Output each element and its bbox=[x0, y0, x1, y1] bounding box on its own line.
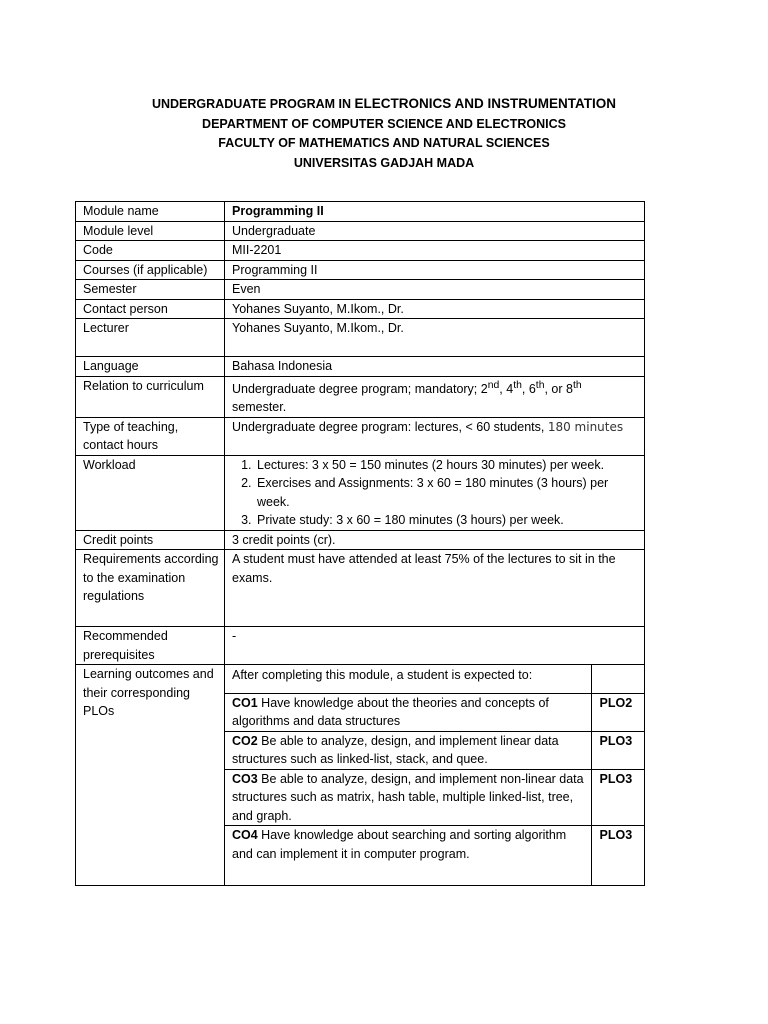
value-prerequisites: - bbox=[225, 627, 645, 665]
row-relation bbox=[76, 376, 645, 417]
value-workload bbox=[225, 455, 645, 530]
label-courses: Courses (if applicable) bbox=[76, 260, 225, 280]
list-item: 3. Private study: 3 x 60 = 180 minutes (3 hours) per week. bbox=[255, 511, 639, 530]
workload-list bbox=[232, 456, 639, 530]
label-module-name: Module name bbox=[76, 202, 225, 222]
outcome-text: CO1 Have knowledge about the theories and concepts of algorithms and data structures bbox=[225, 693, 591, 731]
outcomes-table bbox=[225, 665, 644, 885]
outcome-plo: PLO3 bbox=[591, 769, 644, 826]
row-code bbox=[76, 241, 645, 261]
row-credit-points bbox=[76, 530, 645, 550]
faculty-title: FACULTY OF MATHEMATICS AND NATURAL SCIENCES bbox=[218, 136, 550, 150]
row-language bbox=[76, 357, 645, 377]
outcome-code: CO2 bbox=[232, 733, 258, 748]
program-title-emphasis: ELECTRONICS AND INSTRUMENTATION bbox=[354, 96, 617, 111]
row-learning-outcomes bbox=[76, 665, 645, 886]
value-credit-points: 3 credit points (cr). bbox=[225, 530, 645, 550]
outcome-code: CO3 bbox=[232, 771, 258, 786]
value-module-name: Programming II bbox=[225, 202, 645, 222]
value-module-level: Undergraduate bbox=[225, 221, 645, 241]
value-semester: Even bbox=[225, 280, 645, 300]
row-module-level bbox=[76, 221, 645, 241]
department-title: DEPARTMENT OF COMPUTER SCIENCE AND ELECTRONICS bbox=[202, 116, 566, 131]
row-contact-person bbox=[76, 299, 645, 319]
table-row bbox=[225, 693, 644, 731]
list-item: 1. Lectures: 3 x 50 = 150 minutes (2 hours 30 minutes) per week. bbox=[255, 456, 639, 475]
value-courses: Programming II bbox=[225, 260, 645, 280]
label-relation: Relation to curriculum bbox=[76, 376, 225, 417]
label-code: Code bbox=[76, 241, 225, 261]
outcome-plo: PLO2 bbox=[591, 693, 644, 731]
label-module-level: Module level bbox=[76, 221, 225, 241]
label-contact-person: Contact person bbox=[76, 299, 225, 319]
row-workload bbox=[76, 455, 645, 530]
value-lecturer: Yohanes Suyanto, M.Ikom., Dr. bbox=[225, 319, 645, 357]
document-header bbox=[0, 94, 768, 173]
outcomes-intro-plo bbox=[591, 665, 644, 693]
outcomes-intro-row bbox=[225, 665, 644, 693]
outcome-plo: PLO3 bbox=[591, 731, 644, 769]
outcome-text: CO3 Be able to analyze, design, and implement non-linear data structures such as matrix, hash table, multiple linked-list, tree, and graph. bbox=[225, 769, 591, 826]
table-row bbox=[225, 826, 644, 885]
label-requirements: Requirements according to the examination regulations bbox=[76, 550, 225, 627]
outcome-plo: PLO3 bbox=[591, 826, 644, 885]
row-courses bbox=[76, 260, 645, 280]
list-item: 2. Exercises and Assignments: 3 x 60 = 180 minutes (3 hours) per week. bbox=[255, 474, 639, 511]
value-learning-outcomes bbox=[225, 665, 645, 886]
label-prerequisites: Recommended prerequisites bbox=[76, 627, 225, 665]
row-semester bbox=[76, 280, 645, 300]
value-requirements: A student must have attended at least 75% of the lectures to sit in the exams. bbox=[225, 550, 645, 627]
value-contact-person: Yohanes Suyanto, M.Ikom., Dr. bbox=[225, 299, 645, 319]
row-module-name bbox=[76, 202, 645, 222]
program-title: UNDERGRADUATE PROGRAM IN ELECTRONICS AND INSTRUMENTATION bbox=[151, 96, 617, 111]
row-requirements bbox=[76, 550, 645, 627]
row-teaching bbox=[76, 417, 645, 455]
outcome-code: CO4 bbox=[232, 828, 258, 843]
module-description-table bbox=[75, 201, 645, 886]
label-workload: Workload bbox=[76, 455, 225, 530]
label-learning-outcomes: Learning outcomes and their corresponding PLOs bbox=[76, 665, 225, 886]
table-row bbox=[225, 731, 644, 769]
label-teaching: Type of teaching, contact hours bbox=[76, 417, 225, 455]
outcome-text: CO2 Be able to analyze, design, and implement linear data structures such as linked-list, stack, and quee. bbox=[225, 731, 591, 769]
label-language: Language bbox=[76, 357, 225, 377]
value-code: MII-2201 bbox=[225, 241, 645, 261]
value-language: Bahasa Indonesia bbox=[225, 357, 645, 377]
outcome-text: CO4 Have knowledge about searching and sorting algorithm and can implement it in computer program. bbox=[232, 828, 567, 861]
value-teaching: Undergraduate degree program: lectures, < 60 students, 180 minutes bbox=[225, 417, 645, 455]
label-lecturer: Lecturer bbox=[76, 319, 225, 357]
label-credit-points: Credit points bbox=[76, 530, 225, 550]
outcome-code: CO1 bbox=[232, 695, 258, 710]
table-row bbox=[225, 769, 644, 826]
label-semester: Semester bbox=[76, 280, 225, 300]
outcomes-intro: After completing this module, a student is expected to: bbox=[225, 665, 591, 693]
row-lecturer bbox=[76, 319, 645, 357]
value-relation: Undergraduate degree program; mandatory; 2nd, 4th, 6th, or 8th semester. bbox=[225, 376, 645, 417]
university-title: UNIVERSITAS GADJAH MADA bbox=[293, 155, 475, 170]
row-prerequisites bbox=[76, 627, 645, 665]
